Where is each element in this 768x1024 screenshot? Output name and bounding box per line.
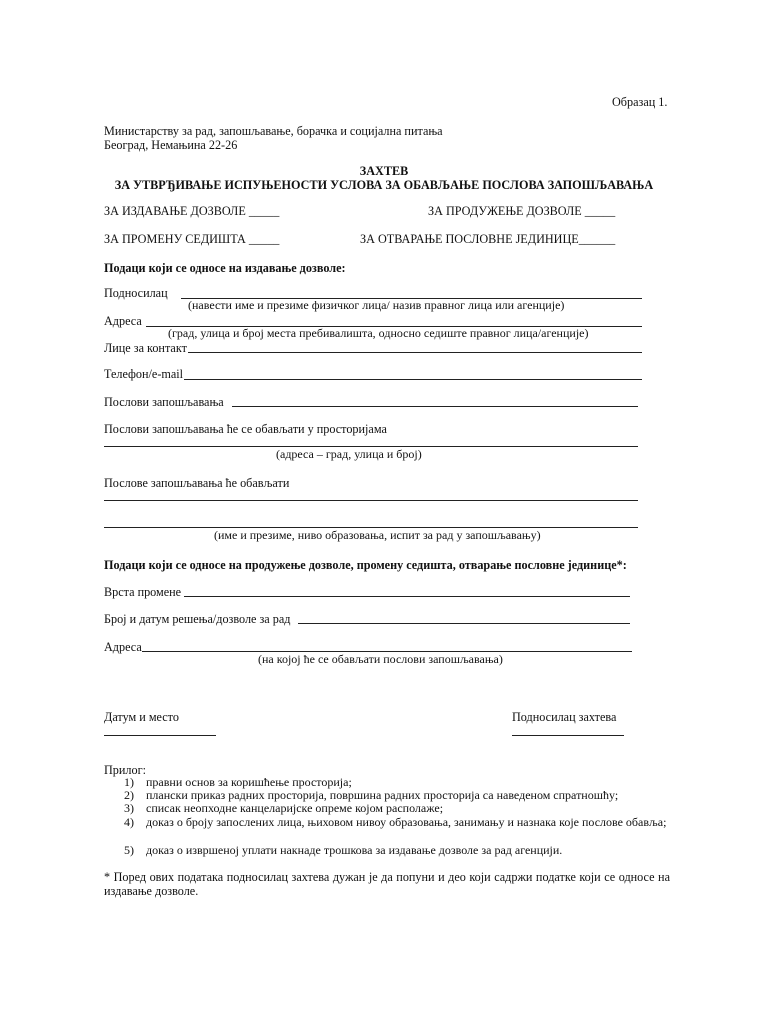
decision-field[interactable] <box>298 623 630 624</box>
section-1-heading: Подаци који се односе на издавање дозволе: <box>104 261 346 275</box>
section-2-heading: Подаци који се односе на продужење дозволе, промену седишта, отварање пословне јединице*: <box>104 558 627 572</box>
attachment-item <box>124 802 672 816</box>
attachment-num: 5) <box>124 843 134 857</box>
attachment-num: 1) <box>124 775 134 789</box>
attachment-item <box>124 816 672 844</box>
attachment-item <box>124 844 672 858</box>
date-place-label: Датум и место <box>104 710 179 724</box>
page-subtitle: ЗА УТВРЂИВАЊЕ ИСПУЊЕНОСТИ УСЛОВА ЗА ОБАВЉАЊЕ ПОСЛОВА ЗАПОШЉАВАЊА <box>114 178 654 192</box>
premises-hint: (адреса – град, улица и број) <box>276 447 422 461</box>
attachment-num: 2) <box>124 788 134 802</box>
signature-applicant-label: Подносилац захтева <box>512 710 617 724</box>
phone-label: Телефон/e-mail <box>104 367 184 381</box>
performer-field-1[interactable] <box>104 500 638 501</box>
performer-hint: (име и презиме, ниво образовања, испит за рад у запошљавању) <box>214 528 541 542</box>
attachment-text: плански приказ радних просторија, површина радних просторија са наведеном спратношћу; <box>146 788 619 802</box>
attachments-label: Прилог: <box>104 763 146 777</box>
jobs-label: Послови запошљавања <box>104 395 224 409</box>
applicant-hint: (навести име и презиме физичког лица/ назив правног лица или агенције) <box>188 298 565 312</box>
jobs-field[interactable] <box>232 406 638 407</box>
performer-label: Послове запошљавања ће обављати <box>104 476 290 490</box>
phone-field[interactable] <box>184 379 642 380</box>
option-change-seat[interactable]: ЗА ПРОМЕНУ СЕДИШТА _____ <box>104 232 280 246</box>
contact-label: Лице за контакт <box>104 341 187 355</box>
address-label: Адреса <box>104 314 142 328</box>
attachment-text: списак неопходне канцеларијске опреме којом располаже; <box>146 801 444 815</box>
change-type-field[interactable] <box>184 596 630 597</box>
option-open-unit[interactable]: ЗА ОТВАРАЊЕ ПОСЛОВНЕ ЈЕДИНИЦЕ______ <box>360 232 616 246</box>
attachment-text: доказ о извршеној уплати накнаде трошкова за издавање дозволе за рад агенцији. <box>146 843 563 857</box>
decision-label: Број и датум решења/дозволе за рад <box>104 612 291 626</box>
attachment-num: 3) <box>124 801 134 815</box>
address-2-hint: (на којој ће се обављати послови запошљавања) <box>258 652 503 666</box>
signature-field[interactable] <box>512 735 624 736</box>
contact-field[interactable] <box>188 352 642 353</box>
address-2-label: Адреса <box>104 640 142 654</box>
change-type-label: Врста промене <box>104 585 182 599</box>
addressee-line-1: Министарству за рад, запошљавање, борачка и социјална питања <box>104 124 443 138</box>
applicant-label: Подносилац <box>104 286 168 300</box>
footnote: * Поред ових података подносилац захтева дужан је да попуни и део који садржи податке који се односе на издавање дозволе. <box>104 870 670 899</box>
date-place-field[interactable] <box>104 735 216 736</box>
attachment-text: правни основ за коришћење просторија; <box>146 775 352 789</box>
option-extend-permit[interactable]: ЗА ПРОДУЖЕЊЕ ДОЗВОЛЕ _____ <box>428 204 616 218</box>
form-label: Образац 1. <box>612 95 668 109</box>
addressee-line-2: Београд, Немањина 22-26 <box>104 138 238 152</box>
premises-label: Послови запошљавања ће се обављати у просторијама <box>104 422 387 436</box>
address-hint: (град, улица и број места пребивалишта, односно седиште правног лица/агенције) <box>168 326 589 340</box>
attachment-text: доказ о броју запослених лица, њиховом нивоу образовања, занимању и назнака које послове обавља; <box>146 815 667 829</box>
option-issue-permit[interactable]: ЗА ИЗДАВАЊЕ ДОЗВОЛЕ _____ <box>104 204 280 218</box>
page-title: ЗАХТЕВ <box>359 164 409 178</box>
attachment-num: 4) <box>124 815 134 829</box>
